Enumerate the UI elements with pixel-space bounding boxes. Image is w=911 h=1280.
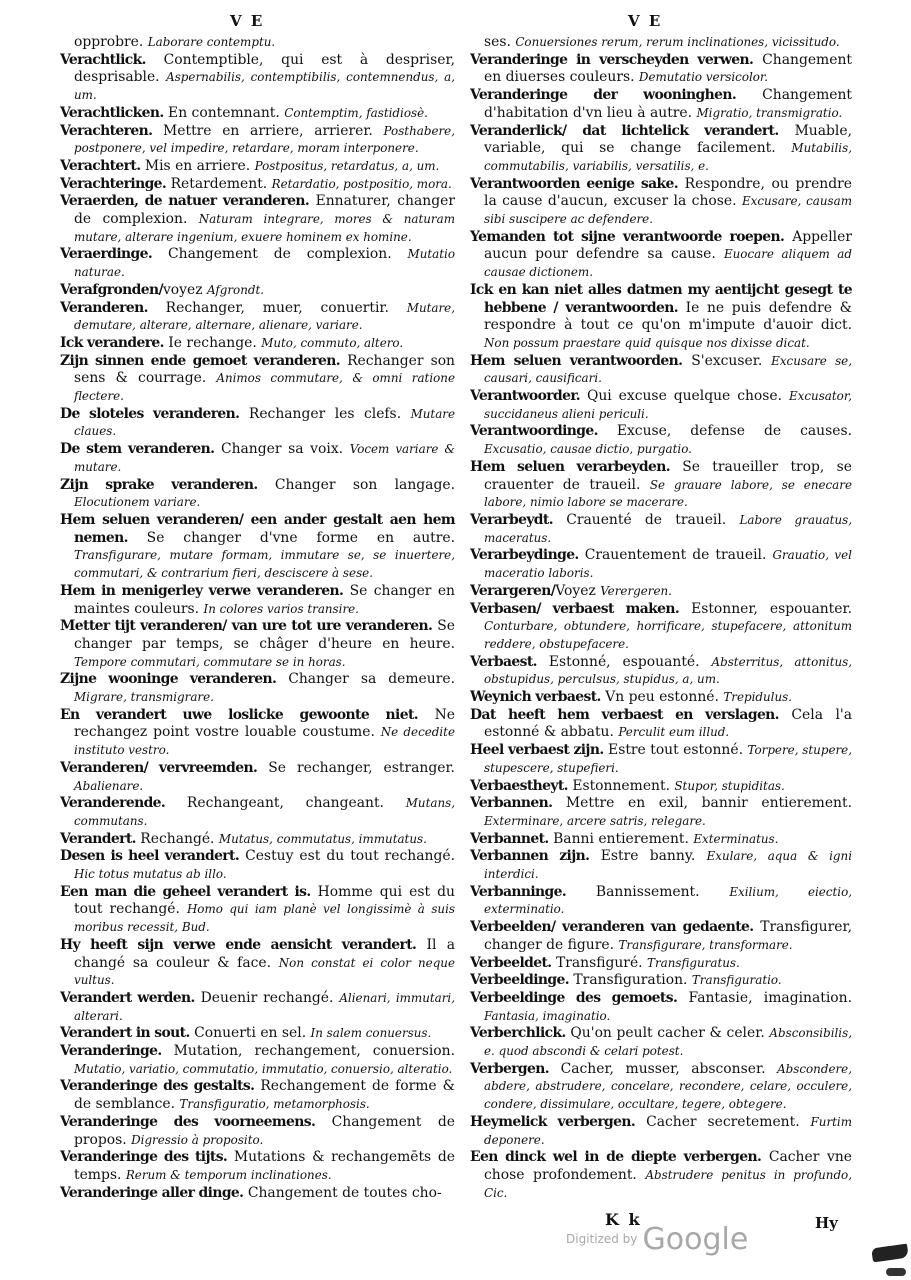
ink-blot: [886, 1268, 906, 1276]
dictionary-entry: [60, 1078, 455, 1113]
dictionary-entry: [470, 388, 852, 423]
entry-latin: Mutatus, commutatus, immutatus.: [218, 831, 427, 846]
dictionary-entry: [470, 955, 852, 973]
dictionary-entry: [470, 1149, 852, 1202]
dictionary-entry: [470, 547, 852, 582]
dictionary-entry: [60, 583, 455, 618]
entry-latin: Elocutionem variare.: [74, 495, 201, 510]
entry-french: Qui excuse quelque chose.: [580, 388, 789, 405]
entry-headword: Verafgronden/: [60, 281, 163, 298]
entry-french: En contemnant.: [163, 104, 285, 121]
entry-french: Transfiguration.: [569, 972, 692, 989]
entry-headword: Verbanninge.: [470, 883, 567, 900]
watermark-brand: Google: [642, 1222, 749, 1257]
entry-latin: Mutare claues.: [74, 406, 455, 439]
entry-french: Conuerti en sel.: [189, 1025, 311, 1042]
entry-french: Il a changé sa couleur & face.: [74, 936, 456, 971]
dictionary-entry: [60, 1114, 455, 1149]
entry-latin: Postpositus, retardatus, a, um.: [254, 158, 440, 173]
entry-french: Estre tout estonné.: [603, 742, 748, 759]
entry-latin: Alienari, immutari, alterari.: [74, 990, 455, 1023]
entry-french: Mis en arriere.: [140, 157, 255, 174]
entry-latin: Euocare aliquem ad causae dictionem.: [484, 247, 852, 280]
entry-french: Se rechanger, estranger.: [257, 759, 455, 776]
entry-headword: Veranderen/ vervreemden.: [60, 759, 258, 776]
dictionary-entry: [60, 477, 455, 512]
entry-french: Respondre, ou prendre la cause d'aucun, excuser la chose.: [484, 175, 853, 210]
entry-french: Se changer par temps, se châger d'heure en heure.: [74, 618, 456, 652]
entry-french: Contemptible, qui est à despriser, desprisable.: [74, 51, 455, 86]
entry-headword: Verbergen.: [470, 1060, 550, 1077]
entry-headword: Hem seluen veranderen/ een ander gestalt aen hem nemen.: [60, 511, 455, 546]
dictionary-entry: [60, 123, 455, 158]
entry-latin: Perculit eum illud.: [618, 725, 730, 740]
entry-french: Banni entierement.: [548, 830, 694, 847]
entry-latin: Excusare, causam sibi suscipere ac defendere.: [484, 194, 852, 227]
entry-french: opprobre.: [74, 34, 148, 50]
entry-french: Mettre en exil, bannir entierement.: [552, 795, 852, 812]
entry-french: Crauentement de traueil.: [578, 547, 773, 564]
entry-headword: Verarbeydt.: [470, 511, 553, 528]
catchword: Hy: [815, 1214, 838, 1232]
entry-headword: Verbeeldinge des gemoets.: [470, 989, 678, 1006]
entry-headword: Verbannen.: [470, 795, 553, 812]
dictionary-entry: [470, 353, 852, 388]
entry-latin: Non constat ei color neque vultus.: [74, 955, 455, 988]
entry-french: Changement de toutes cho-: [243, 1184, 442, 1201]
entry-headword: Verachtert.: [60, 157, 141, 174]
dictionary-entry: [470, 87, 852, 122]
entry-french: Bannissement.: [566, 883, 730, 900]
dictionary-entry: [470, 52, 852, 87]
entry-latin: Migrare, transmigrare.: [74, 690, 214, 705]
entry-latin: Hic totus mutatus ab illo.: [74, 867, 227, 882]
entry-latin: Torpere, stupere, stupescere, stupefieri.: [484, 743, 852, 775]
dictionary-entry: [470, 848, 852, 883]
dictionary-entry: [60, 1149, 455, 1184]
entry-french: Rechanger, muer, conuertir.: [147, 299, 407, 316]
entry-french: Estonné, espouanté.: [536, 653, 712, 670]
dictionary-entry: [60, 52, 455, 105]
entry-latin: Abscondere, abdere, abstrudere, concelare, recondere, celare, occulere, condere, dissimulare, occultare, tegere, obtegere.: [484, 1061, 852, 1112]
dictionary-entry: [470, 176, 852, 229]
entry-headword: Verbeeldinge.: [470, 972, 569, 989]
dictionary-entry: [470, 972, 852, 990]
entry-headword: Veranderinge in verscheyden verwen.: [470, 51, 754, 68]
dictionary-entry: [60, 335, 455, 353]
entry-french: Estre banny.: [589, 848, 707, 865]
entry-latin: In colores varios transire.: [203, 601, 359, 616]
entry-latin: Homo qui iam planè vel longissimè à suis moribus recessit, Bud.: [74, 902, 455, 935]
entry-latin: Exterminatus.: [693, 831, 779, 846]
entry-french: Changement de complexion.: [152, 246, 408, 263]
dictionary-entry: [60, 848, 455, 883]
entry-headword: Veranderinge der wooninghen.: [470, 87, 737, 104]
entry-latin: Mutatio, variatio, commutatio, immutatio, conuersio, alteratio.: [74, 1061, 453, 1076]
entry-french: Muable, variable, qui se change facilement.: [484, 122, 852, 157]
entry-headword: Weynich verbaest.: [470, 689, 601, 706]
entry-latin: Mutatio naturae.: [74, 247, 455, 280]
entry-french: Deuenir rechangé.: [194, 989, 340, 1006]
entry-headword: De sloteles veranderen.: [60, 405, 240, 422]
entry-french: Voyez: [555, 582, 601, 599]
dictionary-entry: [60, 406, 455, 441]
entry-headword: Verachteren.: [60, 122, 153, 139]
entry-latin: Transfiguratio.: [691, 973, 782, 988]
dictionary-entry: [60, 831, 455, 849]
entry-latin: Furtim deponere.: [484, 1114, 852, 1147]
entry-french: Appeller aucun pour defendre sa cause.: [484, 228, 852, 263]
entry-headword: Verbeelden/ veranderen van gedaente.: [470, 919, 754, 936]
entry-headword: Veranderen.: [60, 299, 148, 316]
entry-french: Excuse, defense de causes.: [597, 423, 852, 440]
entry-french: Rechanger son sens & courrage.: [74, 352, 456, 387]
dictionary-entry: [470, 1025, 852, 1060]
left-column: [60, 34, 455, 1202]
entry-headword: Veraerdinge.: [60, 246, 153, 263]
entry-headword: Verantwoordinge.: [470, 423, 598, 440]
entry-latin: Exterminare, arcere satris, relegare.: [484, 813, 706, 828]
dictionary-entry: [60, 707, 455, 760]
entry-latin: Conturbare, obtundere, horrificare, stupefacere, attonitum reddere, obstupefacere.: [484, 619, 852, 651]
entry-latin: Digressio à proposito.: [131, 1132, 264, 1147]
dictionary-entry: [60, 1043, 455, 1078]
entry-latin: Retardatio, postpositio, mora.: [271, 176, 452, 191]
entry-latin: Verergeren.: [600, 583, 672, 598]
entry-french: Estonnement.: [567, 777, 675, 794]
dictionary-entry: [60, 353, 455, 406]
dictionary-entry: [60, 176, 455, 194]
entry-french: Rechangement de forme & de semblance.: [74, 1078, 455, 1113]
entry-french: Ne rechangez point vostre louable coustume.: [74, 706, 455, 741]
entry-french: Cacher, musser, absconser.: [549, 1060, 778, 1077]
dictionary-entry: [60, 105, 455, 123]
entry-latin: Transfiguratus.: [647, 955, 740, 970]
entry-latin: Ne decedite instituto vestro.: [74, 725, 455, 758]
entry-french: Se changer d'vne forme en autre.: [127, 529, 455, 546]
entry-headword: Veranderinge.: [60, 1043, 162, 1060]
entry-headword: Hem seluen verarbeyden.: [470, 458, 670, 475]
signature-mark: K k: [605, 1210, 642, 1229]
dictionary-entry: [470, 282, 852, 353]
entry-headword: Hem seluen verantwoorden.: [470, 352, 683, 369]
entry-headword: Verbaestheyt.: [470, 777, 568, 794]
entry-headword: Veranderinge des tijts.: [60, 1149, 228, 1166]
entry-french: S'excuser.: [682, 352, 772, 369]
entry-french: Cacher secretement.: [635, 1113, 811, 1130]
entry-latin: Naturam integrare, mores & naturam mutare, alterare ingenium, exuere hominem ex homine.: [74, 212, 455, 244]
entry-latin: Abalienare.: [74, 778, 144, 793]
dictionary-entry: [60, 937, 455, 990]
entry-french: Estonner, espouanter.: [679, 600, 852, 617]
entry-headword: Verarbeydinge.: [470, 547, 579, 564]
entry-latin: Mutans, commutans.: [74, 796, 455, 828]
entry-latin: Animos commutare, & omni ratione flectere.: [74, 371, 455, 404]
entry-french: Ie ne puis defendre & respondre à tout ce qu'on m'impute d'auoir dict.: [484, 299, 852, 334]
entry-french: ses.: [484, 34, 516, 50]
digitized-watermark: [566, 1222, 748, 1257]
entry-headword: Veranderende.: [60, 795, 166, 812]
entry-headword: Verantwoorden eenige sake.: [470, 175, 678, 192]
dictionary-entry: [470, 601, 852, 654]
entry-french: Changer sa voix.: [214, 441, 350, 458]
entry-french: Changer sa demeure.: [276, 671, 455, 688]
entry-headword: Verbaest.: [470, 653, 537, 670]
entry-headword: Een man die geheel verandert is.: [60, 883, 311, 900]
dictionary-entry: [470, 707, 852, 742]
entry-latin: Fantasia, imaginatio.: [484, 1008, 611, 1023]
dictionary-entry: [470, 778, 852, 796]
dictionary-entry: [60, 884, 455, 937]
entry-french: Crauenté de traueil.: [552, 511, 740, 528]
dictionary-entry: [60, 34, 455, 52]
entry-french: Mettre en arriere, arrierer.: [152, 122, 384, 139]
entry-french: Se changer en maintes couleurs.: [74, 582, 456, 617]
right-column: [470, 34, 852, 1202]
entry-headword: Veranderinge des gestalts.: [60, 1078, 255, 1095]
dictionary-entry: [470, 742, 852, 777]
entry-headword: Dat heeft hem verbaest en verslagen.: [470, 706, 779, 723]
running-head-left: V E: [230, 12, 265, 30]
entry-headword: Verbannen zijn.: [470, 848, 590, 865]
entry-latin: Excusare se, causari, causificari.: [484, 353, 852, 386]
entry-headword: Verantwoorder.: [470, 388, 581, 405]
dictionary-entry: [60, 1185, 455, 1203]
dictionary-entry: [60, 671, 455, 706]
watermark-prefix: Digitized by: [566, 1232, 638, 1246]
entry-french: Rechangé.: [135, 830, 219, 847]
entry-headword: En verandert uwe loslicke gewoonte niet.: [60, 706, 419, 723]
entry-headword: Verachteringe.: [60, 175, 167, 192]
entry-headword: Hem in menigerley verwe veranderen.: [60, 582, 344, 599]
entry-latin: Contemptim, fastidiosè.: [284, 105, 428, 120]
dictionary-entry: [60, 512, 455, 583]
entry-french: Cela l'a estonné & abbatu.: [484, 706, 852, 741]
entry-latin: Labore grauatus, maceratus.: [484, 512, 852, 545]
entry-latin: Posthabere, postponere, vel impedire, retardare, moram interponere.: [74, 123, 455, 156]
entry-headword: Veranderinge des voorneemens.: [60, 1113, 316, 1130]
entry-headword: Verbasen/ verbaest maken.: [470, 600, 680, 617]
entry-latin: Transfigurare, transformare.: [618, 937, 793, 952]
entry-headword: Een dinck wel in de diepte verbergen.: [470, 1149, 762, 1166]
dictionary-entry: [470, 689, 852, 707]
dictionary-entry: [60, 441, 455, 476]
entry-headword: Heel verbaest zijn.: [470, 742, 604, 759]
dictionary-entry: [470, 423, 852, 458]
entry-headword: Verbannet.: [470, 830, 549, 847]
entry-latin: Exulare, aqua & igni interdici.: [484, 849, 853, 882]
dictionary-entry: [60, 282, 455, 300]
entry-french: Changer son langage.: [257, 476, 455, 493]
entry-latin: In salem conuersus.: [310, 1026, 432, 1041]
entry-latin: Aspernabilis, contemptibilis, contemnendus, a, um.: [74, 70, 455, 103]
dictionary-entry: [470, 123, 852, 176]
entry-latin: Exilium, eiectio, exterminatio.: [484, 884, 853, 917]
entry-french: voyez: [162, 281, 207, 298]
entry-latin: Afgrondt.: [206, 282, 265, 297]
entry-french: Cestuy est du tout rechangé.: [239, 848, 455, 865]
entry-headword: Metter tijt veranderen/ van ure tot ure veranderen.: [60, 618, 433, 635]
dictionary-entry: [470, 583, 852, 601]
dictionary-entry: [470, 34, 852, 52]
entry-headword: Zijn sinnen ende gemoet veranderen.: [60, 352, 341, 369]
entry-french: Se traueiller trop, se crauenter de traueil.: [484, 458, 852, 493]
entry-latin: Absterritus, attonitus, obstupidus, perculsus, stupidus, a, um.: [484, 654, 853, 687]
dictionary-entry: [60, 300, 455, 335]
entry-french: Homme qui est du tout rechangé.: [74, 883, 455, 918]
entry-latin: Muto, commuto, altero.: [261, 335, 404, 350]
entry-headword: Veraerden, de natuer veranderen.: [60, 193, 310, 210]
entry-headword: Zijne wooninge veranderen.: [60, 671, 277, 688]
entry-headword: Verargeren/: [470, 582, 556, 599]
dictionary-entry: [470, 919, 852, 954]
entry-french: Transfiguré.: [551, 954, 648, 971]
dictionary-entry: [470, 884, 852, 919]
entry-headword: Verandert in sout.: [60, 1025, 190, 1042]
entry-headword: Verachtlicken.: [60, 104, 164, 121]
entry-latin: Mutabilis, commutabilis, variabilis, versatilis, e.: [484, 141, 852, 173]
entry-latin: Transfiguratio, metamorphosis.: [179, 1097, 370, 1112]
entry-latin: Vocem variare & mutare.: [74, 442, 455, 474]
entry-french: Qu'on peult cacher & celer.: [565, 1025, 770, 1042]
entry-latin: Laborare contemptu.: [147, 35, 276, 49]
entry-headword: Verachtlick.: [60, 51, 146, 68]
dictionary-entry: [60, 246, 455, 281]
dictionary-entry: [470, 654, 852, 689]
entry-french: Transfigurer, changer de figure.: [484, 919, 853, 953]
entry-headword: De stem veranderen.: [60, 441, 215, 458]
running-head-right: V E: [628, 12, 663, 30]
dictionary-entry: [470, 229, 852, 282]
dictionary-entry: [60, 1025, 455, 1043]
entry-headword: Ick verandere.: [60, 334, 164, 351]
dictionary-entry: [470, 1114, 852, 1149]
entry-french: Ie rechange.: [163, 334, 262, 351]
entry-french: Mutation, rechangement, conuersion.: [161, 1043, 455, 1060]
entry-headword: Verandert werden.: [60, 989, 195, 1006]
ink-blot: [871, 1244, 909, 1263]
entry-headword: Ick en kan niet alles datmen my aentijcht gesegt te hebbene / verantwoorden.: [470, 281, 852, 316]
entry-latin: Mutare, demutare, alterare, alternare, alienare, variare.: [74, 300, 455, 333]
entry-french: Rechangeant, changeant.: [165, 795, 406, 812]
entry-latin: Abstrudere penitus in profundo, Cic.: [484, 1168, 852, 1200]
entry-latin: Excusatio, causae dictio, purgatio.: [484, 442, 692, 457]
entry-headword: Veranderlick/ dat lichtelick verandert.: [470, 122, 779, 139]
entry-headword: Zijn sprake veranderen.: [60, 476, 258, 493]
entry-headword: Hy heeft sijn verwe ende aensicht verandert.: [60, 936, 417, 953]
entry-french: Retardement.: [166, 175, 272, 192]
entry-latin: Transfigurare, mutare formam, immutare se, se inuertere, commutari, & contrarium fieri, desciscere à sese.: [74, 548, 455, 581]
entry-latin: Excusator, succidaneus alieni periculi.: [484, 389, 852, 421]
entry-headword: Verbeeldet.: [470, 954, 552, 971]
entry-french: Changement de propos.: [74, 1113, 455, 1148]
dictionary-entry: [60, 795, 455, 830]
entry-latin: Non possum praestare quid quisque nos dixisse dicat.: [484, 335, 810, 350]
entry-french: Changement en diuerses couleurs.: [484, 51, 852, 86]
entry-french: Ennaturer, changer de complexion.: [74, 193, 455, 228]
dictionary-entry: [60, 618, 455, 671]
entry-french: Rechanger les clefs.: [239, 405, 411, 422]
entry-latin: Tempore commutari, commutare se in horas.: [74, 654, 346, 669]
dictionary-entry: [60, 158, 455, 176]
entry-french: Fantasie, imagination.: [677, 989, 852, 1006]
dictionary-entry: [60, 193, 455, 246]
entry-latin: Migratio, transmigratio.: [696, 105, 843, 120]
entry-french: Cacher vne chose profondement.: [484, 1149, 853, 1183]
entry-headword: Veranderinge aller dinge.: [60, 1184, 244, 1201]
dictionary-entry: [470, 1061, 852, 1114]
entry-latin: Absconsibilis, e. quod abscondi & celari potest.: [484, 1026, 852, 1059]
dictionary-entry: [60, 760, 455, 795]
dictionary-entry: [470, 512, 852, 547]
entry-french: Vn peu estonné.: [600, 689, 724, 706]
entry-latin: Rerum & temporum inclinationes.: [125, 1168, 332, 1182]
entry-headword: Verandert.: [60, 830, 136, 847]
dictionary-entry: [60, 990, 455, 1025]
entry-latin: Grauatio, vel maceratio laboris.: [484, 548, 852, 581]
entry-french: Mutations & rechangemēts de temps.: [74, 1149, 455, 1183]
dictionary-entry: [470, 795, 852, 830]
entry-latin: Se grauare labore, se enecare labore, nimio labore se macerare.: [484, 477, 852, 510]
entry-headword: Desen is heel verandert.: [60, 848, 240, 865]
entry-latin: Demutatio versicolor.: [638, 70, 769, 85]
entry-latin: Stupor, stupiditas.: [674, 778, 785, 793]
entry-headword: Heymelick verbergen.: [470, 1113, 636, 1130]
entry-french: Changement d'habitation d'vn lieu à autre.: [484, 87, 852, 121]
entry-latin: Trepidulus.: [723, 690, 793, 705]
dictionary-entry: [470, 990, 852, 1025]
dictionary-entry: [470, 459, 852, 512]
dictionary-entry: [470, 831, 852, 849]
entry-headword: Verberchlick.: [470, 1025, 566, 1042]
entry-headword: Yemanden tot sijne verantwoorde roepen.: [470, 228, 785, 245]
entry-latin: Conuersiones rerum, rerum inclinationes, vicissitudo.: [515, 35, 840, 49]
